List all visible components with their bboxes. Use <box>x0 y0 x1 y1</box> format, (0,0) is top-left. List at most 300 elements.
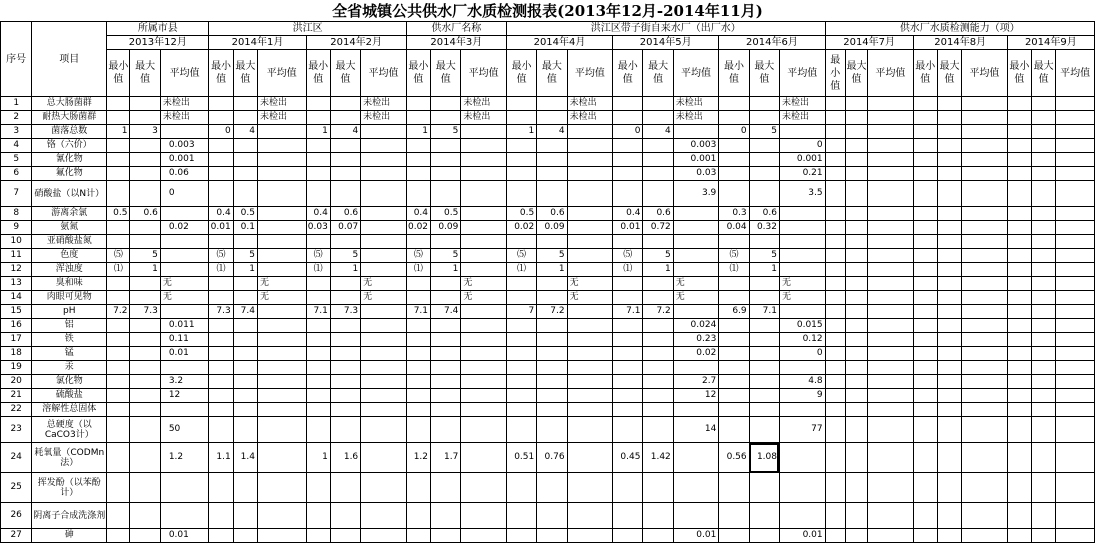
max-header[interactable]: 最大值 <box>537 50 567 97</box>
cell-min[interactable] <box>406 361 430 375</box>
cell-min[interactable]: ⑴ <box>406 263 430 277</box>
cell-max[interactable] <box>937 125 961 139</box>
cell-min[interactable] <box>209 347 233 361</box>
cell-max[interactable] <box>643 167 673 181</box>
cell-max[interactable]: 0.72 <box>643 221 673 235</box>
cell-max[interactable] <box>1031 207 1055 221</box>
max-header[interactable]: 最大值 <box>130 50 160 97</box>
cell-min[interactable] <box>913 263 937 277</box>
cell-avg[interactable] <box>567 361 613 375</box>
cell-max[interactable]: 5 <box>749 249 779 263</box>
max-header[interactable]: 最大值 <box>749 50 779 97</box>
cell-min[interactable] <box>913 153 937 167</box>
cell-min[interactable] <box>1007 319 1031 333</box>
cell-min[interactable] <box>719 139 749 153</box>
cell-avg[interactable]: 14 <box>673 417 719 443</box>
cell-min[interactable] <box>613 529 643 543</box>
cell-max[interactable] <box>845 319 867 333</box>
cell-avg[interactable]: 0.21 <box>779 167 825 181</box>
min-header[interactable]: 最小值 <box>719 50 749 97</box>
cell-max[interactable] <box>749 347 779 361</box>
cell-min[interactable] <box>107 389 130 403</box>
cell-max[interactable] <box>643 291 673 305</box>
cell-avg[interactable] <box>567 333 613 347</box>
cell-avg[interactable] <box>962 319 1008 333</box>
cell-min[interactable] <box>913 97 937 111</box>
cell-avg[interactable]: 50 <box>160 417 209 443</box>
row-number[interactable]: 17 <box>1 333 32 347</box>
cell-min[interactable] <box>506 417 536 443</box>
cell-min[interactable] <box>613 153 643 167</box>
cell-avg[interactable]: 0.011 <box>160 319 209 333</box>
cell-avg[interactable] <box>461 403 507 417</box>
cell-min[interactable] <box>506 139 536 153</box>
cell-min[interactable]: 7.1 <box>406 305 430 319</box>
item-name[interactable]: 总大肠菌群 <box>32 97 107 111</box>
cell-min[interactable] <box>913 417 937 443</box>
cell-avg[interactable] <box>673 235 719 249</box>
cell-max[interactable] <box>937 503 961 529</box>
cell-avg[interactable] <box>567 417 613 443</box>
cell-max[interactable] <box>1031 111 1055 125</box>
cell-max[interactable] <box>537 319 567 333</box>
cell-avg[interactable] <box>257 139 306 153</box>
cell-avg[interactable] <box>567 167 613 181</box>
cell-avg[interactable] <box>361 207 407 221</box>
cell-avg[interactable] <box>567 403 613 417</box>
cell-min[interactable] <box>1007 263 1031 277</box>
cell-avg[interactable] <box>868 125 914 139</box>
cell-max[interactable] <box>233 111 257 125</box>
cell-min[interactable] <box>1007 153 1031 167</box>
cell-max[interactable] <box>643 417 673 443</box>
cell-avg[interactable] <box>673 221 719 235</box>
cell-min[interactable]: ⑴ <box>506 263 536 277</box>
cell-min[interactable] <box>913 443 937 473</box>
cell-max[interactable] <box>643 235 673 249</box>
cell-avg[interactable]: 0.003 <box>673 139 719 153</box>
cell-min[interactable] <box>406 167 430 181</box>
cell-max[interactable] <box>749 291 779 305</box>
min-header[interactable]: 最小值 <box>913 50 937 97</box>
cell-min[interactable] <box>406 139 430 153</box>
cell-avg[interactable] <box>779 361 825 375</box>
cell-min[interactable] <box>209 319 233 333</box>
cell-max[interactable] <box>1031 291 1055 305</box>
cell-min[interactable] <box>913 111 937 125</box>
cell-min[interactable] <box>209 361 233 375</box>
row-number[interactable]: 2 <box>1 111 32 125</box>
cell-max[interactable] <box>1031 417 1055 443</box>
cell-min[interactable] <box>913 403 937 417</box>
cell-avg[interactable] <box>1056 97 1095 111</box>
cell-min[interactable]: 0 <box>719 125 749 139</box>
cell-max[interactable]: 0.6 <box>130 207 160 221</box>
cell-avg[interactable] <box>461 153 507 167</box>
cell-max[interactable] <box>937 389 961 403</box>
cell-min[interactable] <box>719 277 749 291</box>
cell-avg[interactable] <box>868 249 914 263</box>
cell-max[interactable] <box>1031 473 1055 503</box>
cell-min[interactable] <box>107 291 130 305</box>
cell-avg[interactable] <box>257 529 306 543</box>
cell-avg[interactable]: 未检出 <box>779 111 825 125</box>
cell-min[interactable] <box>209 417 233 443</box>
row-number[interactable]: 9 <box>1 221 32 235</box>
cell-min[interactable] <box>613 167 643 181</box>
cell-min[interactable] <box>1007 443 1031 473</box>
cell-min[interactable] <box>913 305 937 319</box>
cell-max[interactable] <box>431 389 461 403</box>
cell-min[interactable]: 7.2 <box>107 305 130 319</box>
cell-avg[interactable] <box>361 139 407 153</box>
cell-max[interactable] <box>233 403 257 417</box>
cell-max[interactable] <box>233 529 257 543</box>
cell-min[interactable] <box>306 319 330 333</box>
cell-max[interactable] <box>749 235 779 249</box>
cell-max[interactable] <box>537 277 567 291</box>
cell-avg[interactable] <box>1056 207 1095 221</box>
cell-max[interactable] <box>937 235 961 249</box>
cell-avg[interactable]: 3.9 <box>673 181 719 207</box>
max-header[interactable]: 最大值 <box>643 50 673 97</box>
cell-min[interactable] <box>613 473 643 503</box>
cell-avg[interactable] <box>361 389 407 403</box>
cell-avg[interactable]: 无 <box>160 277 209 291</box>
cell-avg[interactable] <box>257 207 306 221</box>
cell-max[interactable] <box>1031 139 1055 153</box>
cell-avg[interactable] <box>461 333 507 347</box>
cell-avg[interactable] <box>962 139 1008 153</box>
cell-min[interactable] <box>306 235 330 249</box>
avg-header[interactable]: 平均值 <box>160 50 209 97</box>
cell-max[interactable] <box>643 503 673 529</box>
cell-avg[interactable] <box>160 125 209 139</box>
cell-min[interactable] <box>825 235 845 249</box>
cell-avg[interactable]: 未检出 <box>567 97 613 111</box>
cell-min[interactable] <box>913 529 937 543</box>
cell-avg[interactable] <box>257 235 306 249</box>
cell-avg[interactable]: 无 <box>257 291 306 305</box>
cell-max[interactable] <box>233 333 257 347</box>
month-header[interactable]: 2014年7月 <box>825 36 913 50</box>
cell-avg[interactable]: 未检出 <box>567 111 613 125</box>
cell-min[interactable] <box>209 503 233 529</box>
cell-avg[interactable] <box>257 333 306 347</box>
cell-min[interactable] <box>1007 389 1031 403</box>
cell-max[interactable]: 0.1 <box>233 221 257 235</box>
cell-avg[interactable] <box>868 207 914 221</box>
cell-min[interactable] <box>209 403 233 417</box>
cell-min[interactable] <box>913 207 937 221</box>
cell-avg[interactable] <box>868 333 914 347</box>
avg-header[interactable]: 平均值 <box>461 50 507 97</box>
cell-avg[interactable] <box>779 305 825 319</box>
cell-min[interactable] <box>825 319 845 333</box>
cell-avg[interactable] <box>567 181 613 207</box>
cell-max[interactable] <box>330 389 360 403</box>
cell-max[interactable] <box>643 111 673 125</box>
cell-max[interactable] <box>233 319 257 333</box>
cell-avg[interactable] <box>962 333 1008 347</box>
row-number[interactable]: 6 <box>1 167 32 181</box>
cell-avg[interactable] <box>868 139 914 153</box>
cell-avg[interactable] <box>962 403 1008 417</box>
cell-max[interactable] <box>845 443 867 473</box>
cell-avg[interactable] <box>1056 291 1095 305</box>
cell-avg[interactable] <box>962 221 1008 235</box>
min-header[interactable]: 最小值 <box>406 50 430 97</box>
cell-min[interactable] <box>107 503 130 529</box>
cell-avg[interactable] <box>257 403 306 417</box>
cell-min[interactable] <box>406 111 430 125</box>
cell-min[interactable] <box>1007 473 1031 503</box>
cell-avg[interactable] <box>257 221 306 235</box>
plant-name-value[interactable]: 洪江区带子街自来水厂（出厂水） <box>506 22 825 36</box>
cell-min[interactable] <box>613 235 643 249</box>
cell-avg[interactable] <box>673 443 719 473</box>
cell-avg[interactable] <box>567 125 613 139</box>
item-name[interactable]: 菌落总数 <box>32 125 107 139</box>
cell-max[interactable]: 3 <box>130 125 160 139</box>
cell-avg[interactable] <box>1056 221 1095 235</box>
cell-max[interactable]: 0.6 <box>537 207 567 221</box>
cell-max[interactable] <box>643 403 673 417</box>
cell-max[interactable] <box>749 361 779 375</box>
item-name[interactable]: 总硬度（以CaCO3计） <box>32 417 107 443</box>
cell-min[interactable]: 7.1 <box>306 305 330 319</box>
cell-max[interactable]: 5 <box>233 249 257 263</box>
row-number[interactable]: 3 <box>1 125 32 139</box>
cell-min[interactable] <box>107 235 130 249</box>
cell-avg[interactable] <box>1056 417 1095 443</box>
cell-max[interactable] <box>749 153 779 167</box>
cell-avg[interactable]: 0.015 <box>779 319 825 333</box>
cell-min[interactable] <box>913 361 937 375</box>
cell-avg[interactable]: 未检出 <box>257 111 306 125</box>
cell-max[interactable] <box>233 473 257 503</box>
cell-max[interactable]: 5 <box>537 249 567 263</box>
cell-min[interactable] <box>613 181 643 207</box>
cell-max[interactable] <box>130 235 160 249</box>
item-header[interactable]: 项目 <box>32 22 107 97</box>
cell-min[interactable] <box>506 473 536 503</box>
cell-avg[interactable] <box>160 235 209 249</box>
cell-min[interactable] <box>107 153 130 167</box>
cell-max[interactable] <box>1031 375 1055 389</box>
cell-avg[interactable]: 未检出 <box>160 97 209 111</box>
cell-avg[interactable]: 未检出 <box>461 97 507 111</box>
cell-max[interactable] <box>130 443 160 473</box>
cell-min[interactable] <box>406 403 430 417</box>
cell-avg[interactable]: 0.12 <box>779 333 825 347</box>
cell-max[interactable] <box>330 139 360 153</box>
cell-min[interactable] <box>913 347 937 361</box>
cell-min[interactable]: 1 <box>306 125 330 139</box>
cell-min[interactable] <box>406 319 430 333</box>
cell-min[interactable] <box>506 361 536 375</box>
cell-max[interactable] <box>330 181 360 207</box>
cell-max[interactable] <box>845 417 867 443</box>
cell-avg[interactable] <box>1056 249 1095 263</box>
cell-min[interactable]: 0.01 <box>209 221 233 235</box>
cell-min[interactable] <box>406 181 430 207</box>
cell-max[interactable] <box>937 417 961 443</box>
cell-max[interactable] <box>845 207 867 221</box>
cell-max[interactable] <box>431 473 461 503</box>
cell-max[interactable] <box>845 333 867 347</box>
cell-max[interactable] <box>749 529 779 543</box>
cell-max[interactable] <box>1031 361 1055 375</box>
cell-avg[interactable]: 0.02 <box>160 221 209 235</box>
cell-min[interactable]: 0.3 <box>719 207 749 221</box>
cell-max[interactable]: 1 <box>431 263 461 277</box>
cell-avg[interactable] <box>361 361 407 375</box>
cell-avg[interactable] <box>257 125 306 139</box>
cell-avg[interactable]: 0.01 <box>779 529 825 543</box>
cell-avg[interactable] <box>567 443 613 473</box>
cell-avg[interactable] <box>461 181 507 207</box>
avg-header[interactable]: 平均值 <box>567 50 613 97</box>
cell-max[interactable] <box>537 347 567 361</box>
cell-min[interactable] <box>613 111 643 125</box>
cell-min[interactable]: ⑸ <box>107 249 130 263</box>
cell-avg[interactable] <box>567 207 613 221</box>
row-number[interactable]: 13 <box>1 277 32 291</box>
cell-avg[interactable] <box>779 473 825 503</box>
cell-max[interactable] <box>431 375 461 389</box>
month-header[interactable]: 2014年5月 <box>613 36 719 50</box>
row-number[interactable]: 1 <box>1 97 32 111</box>
cell-max[interactable] <box>749 167 779 181</box>
cell-min[interactable] <box>506 333 536 347</box>
cell-max[interactable] <box>749 139 779 153</box>
cell-avg[interactable] <box>461 263 507 277</box>
cell-max[interactable] <box>130 291 160 305</box>
cell-max[interactable] <box>330 375 360 389</box>
cell-min[interactable] <box>613 347 643 361</box>
cell-min[interactable] <box>406 153 430 167</box>
min-header[interactable]: 最小值 <box>1007 50 1031 97</box>
cell-avg[interactable]: 9 <box>779 389 825 403</box>
cell-max[interactable]: 1 <box>330 263 360 277</box>
cell-avg[interactable] <box>868 443 914 473</box>
cell-min[interactable] <box>1007 333 1031 347</box>
cell-avg[interactable] <box>567 473 613 503</box>
cell-avg[interactable]: 0.06 <box>160 167 209 181</box>
cell-min[interactable] <box>825 139 845 153</box>
cell-min[interactable] <box>1007 403 1031 417</box>
cell-max[interactable] <box>431 529 461 543</box>
cell-max[interactable] <box>537 417 567 443</box>
month-header[interactable]: 2014年4月 <box>506 36 612 50</box>
cell-min[interactable] <box>406 375 430 389</box>
cell-max[interactable] <box>845 403 867 417</box>
row-number[interactable]: 4 <box>1 139 32 153</box>
cell-min[interactable] <box>107 375 130 389</box>
cell-avg[interactable] <box>461 319 507 333</box>
cell-avg[interactable]: 12 <box>160 389 209 403</box>
cell-min[interactable] <box>913 333 937 347</box>
cell-avg[interactable] <box>868 167 914 181</box>
cell-avg[interactable]: 1.2 <box>160 443 209 473</box>
cell-max[interactable] <box>330 503 360 529</box>
cell-avg[interactable] <box>361 503 407 529</box>
cell-avg[interactable] <box>257 167 306 181</box>
cell-max[interactable] <box>845 139 867 153</box>
cell-min[interactable] <box>719 389 749 403</box>
cell-max[interactable] <box>537 111 567 125</box>
cell-avg[interactable] <box>257 263 306 277</box>
cell-avg[interactable]: 0 <box>779 139 825 153</box>
cell-max[interactable] <box>233 389 257 403</box>
cell-max[interactable]: 5 <box>431 125 461 139</box>
cell-max[interactable] <box>130 97 160 111</box>
cell-max[interactable] <box>937 443 961 473</box>
cell-avg[interactable] <box>673 125 719 139</box>
cell-min[interactable] <box>107 181 130 207</box>
cell-min[interactable] <box>1007 111 1031 125</box>
cell-min[interactable] <box>107 111 130 125</box>
cell-min[interactable] <box>1007 375 1031 389</box>
cell-min[interactable] <box>825 333 845 347</box>
cell-max[interactable]: 0.32 <box>749 221 779 235</box>
cell-min[interactable]: 0.03 <box>306 221 330 235</box>
cell-avg[interactable] <box>257 389 306 403</box>
cell-min[interactable] <box>306 417 330 443</box>
row-number[interactable]: 11 <box>1 249 32 263</box>
cell-min[interactable] <box>209 473 233 503</box>
cell-avg[interactable] <box>257 181 306 207</box>
cell-min[interactable] <box>506 167 536 181</box>
cell-min[interactable] <box>107 443 130 473</box>
cell-min[interactable] <box>506 277 536 291</box>
cell-min[interactable] <box>209 167 233 181</box>
cell-min[interactable]: 1 <box>107 125 130 139</box>
cell-max[interactable] <box>1031 389 1055 403</box>
cell-max[interactable] <box>937 347 961 361</box>
cell-min[interactable] <box>306 389 330 403</box>
cell-avg[interactable] <box>361 319 407 333</box>
cell-avg[interactable]: 无 <box>461 291 507 305</box>
cell-max[interactable] <box>643 375 673 389</box>
cell-min[interactable]: 0.4 <box>209 207 233 221</box>
cell-min[interactable] <box>306 375 330 389</box>
cell-min[interactable]: 7 <box>506 305 536 319</box>
cell-max[interactable] <box>845 473 867 503</box>
cell-min[interactable] <box>506 347 536 361</box>
cell-avg[interactable] <box>257 361 306 375</box>
cell-min[interactable] <box>406 277 430 291</box>
cell-avg[interactable]: 0.11 <box>160 333 209 347</box>
cell-max[interactable] <box>1031 347 1055 361</box>
cell-max[interactable] <box>1031 167 1055 181</box>
cell-avg[interactable] <box>868 503 914 529</box>
cell-min[interactable] <box>209 529 233 543</box>
cell-max[interactable] <box>937 167 961 181</box>
cell-min[interactable] <box>613 389 643 403</box>
month-header[interactable]: 2014年3月 <box>406 36 506 50</box>
cell-min[interactable]: 0.5 <box>107 207 130 221</box>
cell-max[interactable]: 7.4 <box>233 305 257 319</box>
row-number[interactable]: 10 <box>1 235 32 249</box>
cell-avg[interactable] <box>1056 181 1095 207</box>
item-name[interactable]: 铬（六价） <box>32 139 107 153</box>
cell-avg[interactable]: 无 <box>673 291 719 305</box>
cell-min[interactable] <box>209 111 233 125</box>
cell-max[interactable] <box>1031 221 1055 235</box>
cell-avg[interactable]: 77 <box>779 417 825 443</box>
